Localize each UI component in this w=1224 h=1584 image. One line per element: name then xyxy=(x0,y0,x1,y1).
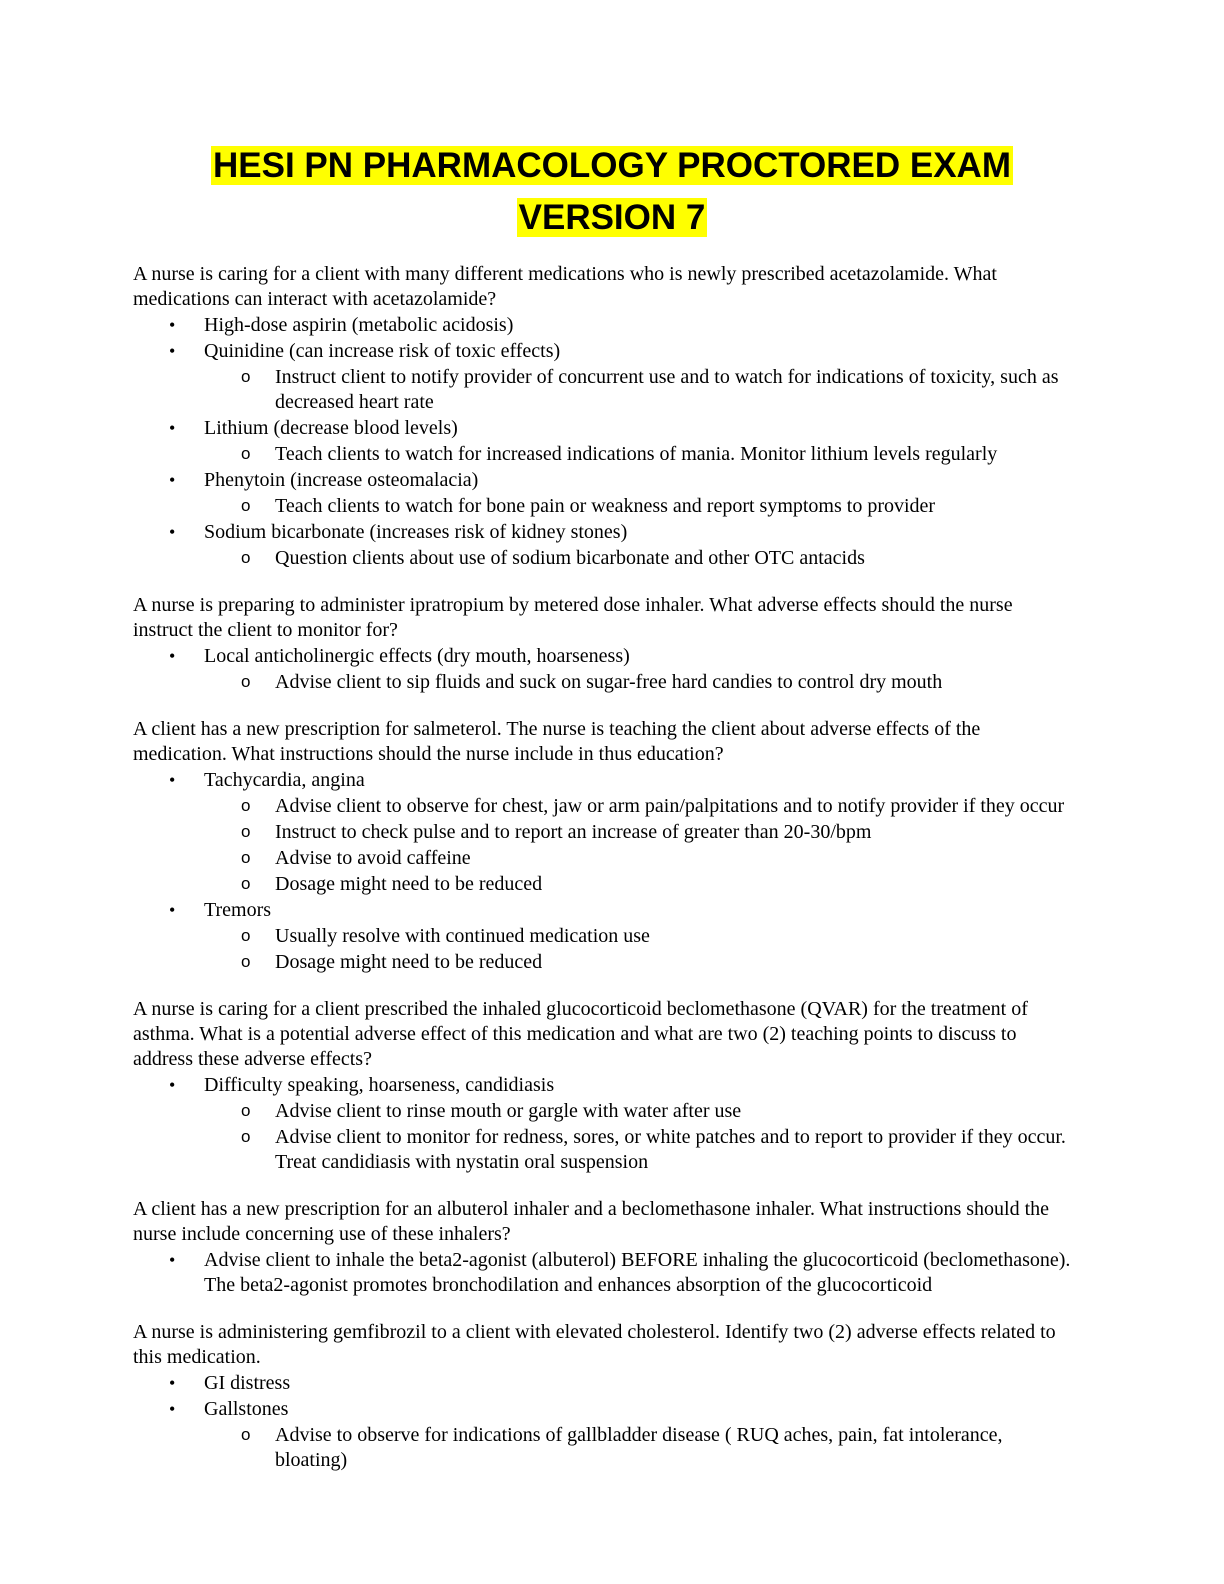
answer-list xyxy=(133,1073,1073,1175)
question-block xyxy=(133,717,1073,975)
answer-text: Sodium bicarbonate (increases risk of kidney stones) xyxy=(204,521,628,543)
question-text: A nurse is administering gemfibrozil to a client with elevated cholesterol. Identify two (2) adverse effects related to this medication. xyxy=(133,1321,1056,1368)
answer-text: Tremors xyxy=(204,899,272,921)
question-block xyxy=(133,593,1073,695)
sub-point: o Instruct client to notify provider of concurrent use and to watch for indications of toxicity, such as decreased heart rate xyxy=(204,365,1073,415)
sub-point: o Advise client to monitor for redness, sores, or white patches and to report to provider if they occur. Treat candidiasis with nystatin oral suspension xyxy=(204,1125,1073,1175)
answer-item xyxy=(133,768,1073,897)
question-block xyxy=(133,997,1073,1175)
sub-point-list xyxy=(204,494,1073,519)
sub-point: o Usually resolve with continued medication use xyxy=(204,924,1073,949)
answer-item xyxy=(133,416,1073,467)
question-text: A nurse is caring for a client prescribed the inhaled glucocorticoid beclomethasone (QVAR) for the treatment of asthma. What is a potential adverse effect of this medication and what are two (2) teaching points to discuss to address these adverse effects? xyxy=(133,998,1028,1070)
answer-text: Lithium (decrease blood levels) xyxy=(204,417,458,439)
answer-list xyxy=(133,768,1073,975)
title-highlight: VERSION 7 xyxy=(518,198,706,237)
answer-item xyxy=(133,1371,1073,1396)
answer-item xyxy=(133,468,1073,519)
title-highlight: HESI PN PHARMACOLOGY PROCTORED EXAM xyxy=(213,146,1011,185)
sub-point-list xyxy=(204,1099,1073,1175)
sub-point: o Advise to observe for indications of gallbladder disease ( RUQ aches, pain, fat intolerance, bloating) xyxy=(204,1423,1073,1473)
answer-text: Tachycardia, angina xyxy=(204,769,365,791)
answer-list xyxy=(133,1248,1073,1298)
answer-text: Gallstones xyxy=(204,1398,289,1420)
question-block xyxy=(133,1320,1073,1473)
question-block xyxy=(133,1197,1073,1298)
answer-text: Advise client to inhale the beta2-agonist (albuterol) BEFORE inhaling the glucocorticoid (beclomethasone). The beta2-agonist promotes bronchodilation and enhances absorption of the glucocorticoid xyxy=(204,1249,1071,1296)
answer-item xyxy=(133,1397,1073,1473)
answer-item xyxy=(133,339,1073,415)
question-text: A client has a new prescription for salmeterol. The nurse is teaching the client about adverse effects of the medication. What instructions should the nurse include in thus education? xyxy=(133,718,981,765)
question-text: A nurse is caring for a client with many different medications who is newly prescribed acetazolamide. What medications can interact with acetazolamide? xyxy=(133,263,997,310)
sub-point-list xyxy=(204,670,1073,695)
document-title-line-2 xyxy=(0,196,1224,240)
sub-point: o Dosage might need to be reduced xyxy=(204,872,1073,897)
sub-point: o Teach clients to watch for increased indications of mania. Monitor lithium levels regularly xyxy=(204,442,1073,467)
sub-point: o Advise client to observe for chest, jaw or arm pain/palpitations and to notify provider if they occur xyxy=(204,794,1073,819)
answer-item xyxy=(133,1073,1073,1175)
answer-item xyxy=(133,898,1073,975)
sub-point-list xyxy=(204,794,1073,897)
sub-point-list xyxy=(204,442,1073,467)
sub-point-list xyxy=(204,546,1073,571)
answer-text: Phenytoin (increase osteomalacia) xyxy=(204,469,479,491)
answer-list xyxy=(133,1371,1073,1473)
answer-text: Local anticholinergic effects (dry mouth, hoarseness) xyxy=(204,645,630,667)
answer-list xyxy=(133,644,1073,695)
sub-point: o Advise client to sip fluids and suck on sugar-free hard candies to control dry mouth xyxy=(204,670,1073,695)
answer-text: Quinidine (can increase risk of toxic effects) xyxy=(204,340,561,362)
answer-text: High-dose aspirin (metabolic acidosis) xyxy=(204,314,514,336)
sub-point: o Question clients about use of sodium bicarbonate and other OTC antacids xyxy=(204,546,1073,571)
sub-point-list xyxy=(204,924,1073,975)
question-text: A client has a new prescription for an albuterol inhaler and a beclomethasone inhaler. What instructions should the nurse include concerning use of these inhalers? xyxy=(133,1198,1050,1245)
answer-list xyxy=(133,313,1073,571)
sub-point: o Instruct to check pulse and to report an increase of greater than 20-30/bpm xyxy=(204,820,1073,845)
sub-point: o Advise client to rinse mouth or gargle with water after use xyxy=(204,1099,1073,1124)
answer-item xyxy=(133,313,1073,338)
sub-point: o Advise to avoid caffeine xyxy=(204,846,1073,871)
document-body xyxy=(133,262,1073,1495)
answer-text: Difficulty speaking, hoarseness, candidiasis xyxy=(204,1074,555,1096)
sub-point-list xyxy=(204,1423,1073,1473)
sub-point: o Dosage might need to be reduced xyxy=(204,950,1073,975)
answer-item xyxy=(133,520,1073,571)
answer-item xyxy=(133,1248,1073,1298)
sub-point: o Teach clients to watch for bone pain or weakness and report symptoms to provider xyxy=(204,494,1073,519)
answer-text: GI distress xyxy=(204,1372,291,1394)
question-text: A nurse is preparing to administer ipratropium by metered dose inhaler. What adverse effects should the nurse instruct the client to monitor for? xyxy=(133,594,1013,641)
sub-point-list xyxy=(204,365,1073,415)
question-block xyxy=(133,262,1073,571)
answer-item xyxy=(133,644,1073,695)
document-title-line-1 xyxy=(0,144,1224,188)
